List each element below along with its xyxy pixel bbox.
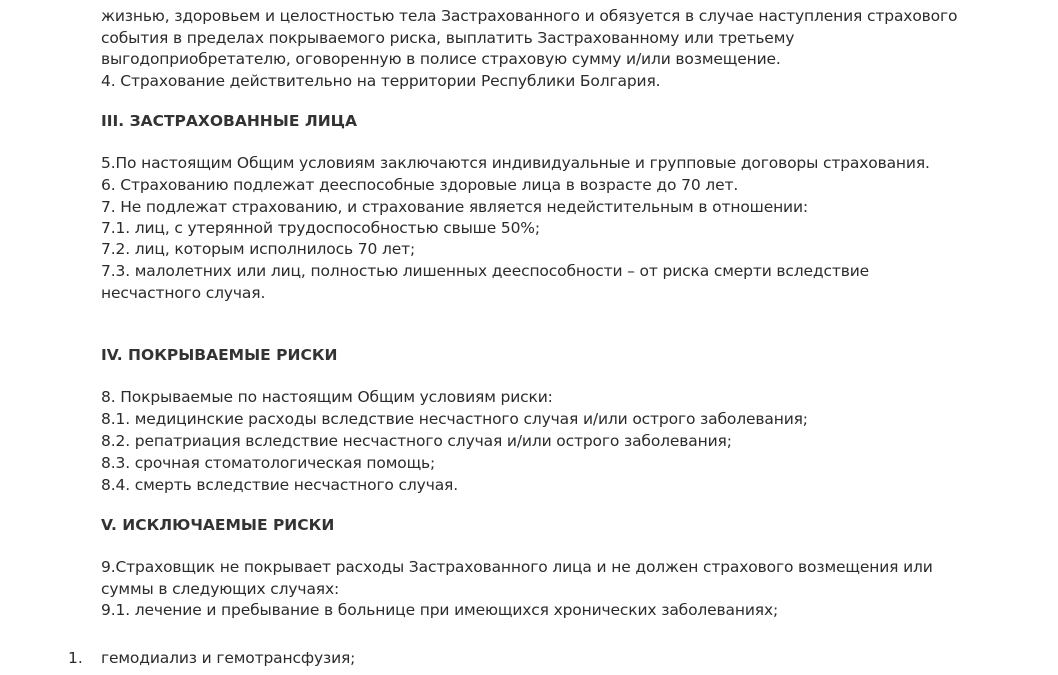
section-3-line-3: 7. Не подлежат страхованию, и страхование является недейстительным в отношении: xyxy=(101,198,808,216)
section-4-heading: IV. ПОКРЫВАЕМЫЕ РИСКИ xyxy=(101,346,338,364)
section-3-line-6: 7.3. малолетних или лиц, полностью лишенных дееспособности – от риска смерти вследствие xyxy=(101,262,870,280)
section-5-heading: V. ИСКЛЮЧАЕМЫЕ РИСКИ xyxy=(101,516,335,534)
intro-line-4: 4. Страхование действительно на территории Республики Болгария. xyxy=(101,72,661,90)
section-4-line-4: 8.3. срочная стоматологическая помощь; xyxy=(101,454,436,472)
section-3-line-2: 6. Страхованию подлежат дееспособные здоровые лица в возрасте до 70 лет. xyxy=(101,176,739,194)
section-4-line-2: 8.1. медицинские расходы вследствие несчастного случая и/или острого заболевания; xyxy=(101,410,808,428)
section-3-line-1: 5.По настоящим Общим условиям заключаются индивидуальные и групповые договоры страхования. xyxy=(101,154,930,172)
section-3-line-4: 7.1. лиц, с утерянной трудоспособностью свыше 50%; xyxy=(101,219,540,237)
section-5-line-3: 9.1. лечение и пребывание в больнице при имеющихся хронических заболеваниях; xyxy=(101,601,779,619)
section-3-heading: III. ЗАСТРАХОВАННЫЕ ЛИЦА xyxy=(101,112,358,130)
section-4-line-5: 8.4. смерть вследствие несчастного случая. xyxy=(101,476,459,494)
section-5-line-1: 9.Страховщик не покрывает расходы Застрахованного лица и не должен страхового возмещения или xyxy=(101,558,933,576)
section-3-line-5: 7.2. лиц, которым исполнилось 70 лет; xyxy=(101,240,416,258)
intro-line-1: жизнью, здоровьем и целостностью тела Застрахованного и обязуется в случае наступления страхового xyxy=(101,7,958,25)
section-5-line-2: суммы в следующих случаях: xyxy=(101,580,340,598)
section-3-line-7: несчастного случая. xyxy=(101,284,266,302)
intro-line-3: выгодоприобретателю, оговоренную в полисе страховую сумму и/или возмещение. xyxy=(101,50,781,68)
list-item-number: 1. xyxy=(68,649,83,667)
section-4-line-3: 8.2. репатриация вследствие несчастного случая и/или острого заболевания; xyxy=(101,432,732,450)
list-item-text: гемодиализ и гемотрансфузия; xyxy=(101,649,356,667)
intro-line-2: события в пределах покрываемого риска, выплатить Застрахованному или третьему xyxy=(101,29,795,47)
section-4-line-1: 8. Покрываемые по настоящим Общим условиям риски: xyxy=(101,388,553,406)
